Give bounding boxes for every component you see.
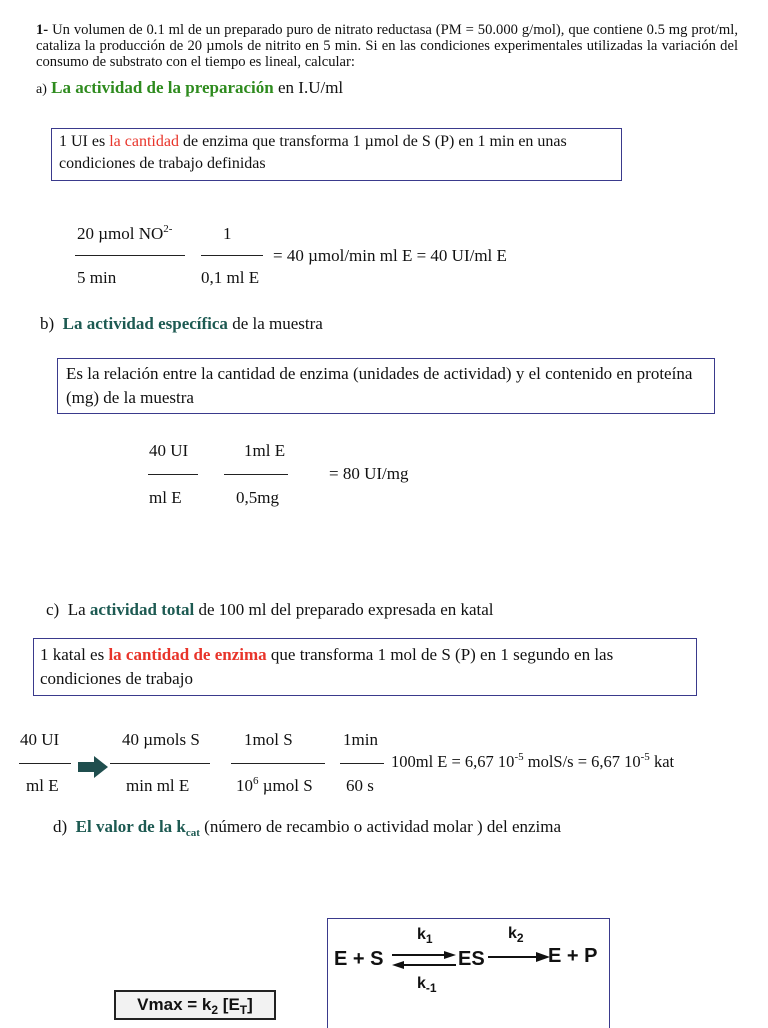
fraction-bar [340,763,384,764]
definition-specific-activity-box: Es la relación entre la cantidad de enzima (unidades de actividad) y el contenido en proteína (mg) de la muestra [57,358,715,414]
fraction-bar [75,255,185,256]
fraction-denominator: ml E [26,776,59,795]
equation-result: = 40 µmol/min ml E = 40 UI/ml E [273,246,507,265]
rate-constant-k1: $k_1$ [417,926,433,946]
fraction-numerator: 40 UI [20,730,60,749]
fraction-numerator: 1mol S [244,730,293,749]
section-b-title: La actividad específica [62,314,228,333]
products-label: E + P [548,945,598,967]
fraction-bar [201,255,263,256]
rate-constant-k-minus1: $k_{-1}$ [417,975,437,995]
fraction-denominator: ml E [149,488,182,507]
vmax-formula-box: $Vmax = k_2$ $[E_T]$ [114,990,276,1020]
fraction-numerator: 40 µmols S [122,730,200,749]
fraction-denominator: min ml E [126,776,190,795]
problem-text: Un volumen de 0.1 ml de un preparado puro de nitrato reductasa (PM = 50.000 g/mol), que contiene 0.5 mg prot/ml, cataliza la producción de 20 µmols de nitrito en 5 min. Si en las condiciones experimentales utilizadas la variación del consumo de substrato con el tiempo es lineal, calcular: [36,22,738,70]
fraction-bar [224,474,288,475]
section-d-heading: d) El valor de la $k_{cat}$ (número de recambio o actividad molar ) del enzima [53,817,562,839]
fraction-numerator: 40 UI [149,441,189,460]
fraction-denominator: $10^6$ µmol S [236,775,313,795]
conversion-arrow-icon [78,756,108,778]
fraction-denominator: 0,1 ml E [201,268,260,287]
section-b-heading: b) La actividad específica de la muestra [40,314,323,333]
fraction-bar [19,763,71,764]
fraction-numerator: 1 [223,224,232,243]
fraction-numerator: 20 µmol $NO^{2-}$ [77,223,173,243]
problem-statement [36,22,738,70]
fraction-bar [110,763,210,764]
section-c-title: actividad total [89,600,195,619]
rate-constant-k2: $k_2$ [508,925,524,945]
definition-katal-box: 1 katal es la cantidad de enzima que transforma 1 mol de S (P) en 1 segundo en las condiciones de trabajo [33,638,697,696]
problem-number: 1- [36,22,49,38]
reactants-label: E + S [334,948,384,970]
complex-label: ES [458,948,485,970]
section-d-title: El valor de la $k_{cat}$ [75,817,200,839]
reaction-mechanism-box [327,918,610,1028]
fraction-denominator: 60 s [346,776,374,795]
equation-result: 100ml E = 6,67 $10^{-5}$ molS/s = 6,67 $10^{-5}$ kat [391,751,675,771]
equation-result: = 80 UI/mg [329,464,409,483]
section-a-title: La actividad de la preparación [51,78,274,97]
fraction-denominator: 0,5mg [236,488,279,507]
fraction-bar [148,474,198,475]
fraction-denominator: 5 min [77,268,117,287]
forward-arrow-icon [488,952,550,962]
section-a-heading: a) La actividad de la preparación en I.U/ml [36,78,344,97]
fraction-bar [231,763,325,764]
fraction-numerator: 1ml E [244,441,286,460]
section-c-heading: c) La actividad total de 100 ml del preparado expresada en katal [46,600,494,619]
definition-ui-box: 1 UI es la cantidad de enzima que transforma 1 µmol de S (P) en 1 min en unas condiciones de trabajo definidas [51,128,622,181]
fraction-numerator: 1min [343,730,378,749]
equilibrium-arrows-icon [390,951,458,969]
